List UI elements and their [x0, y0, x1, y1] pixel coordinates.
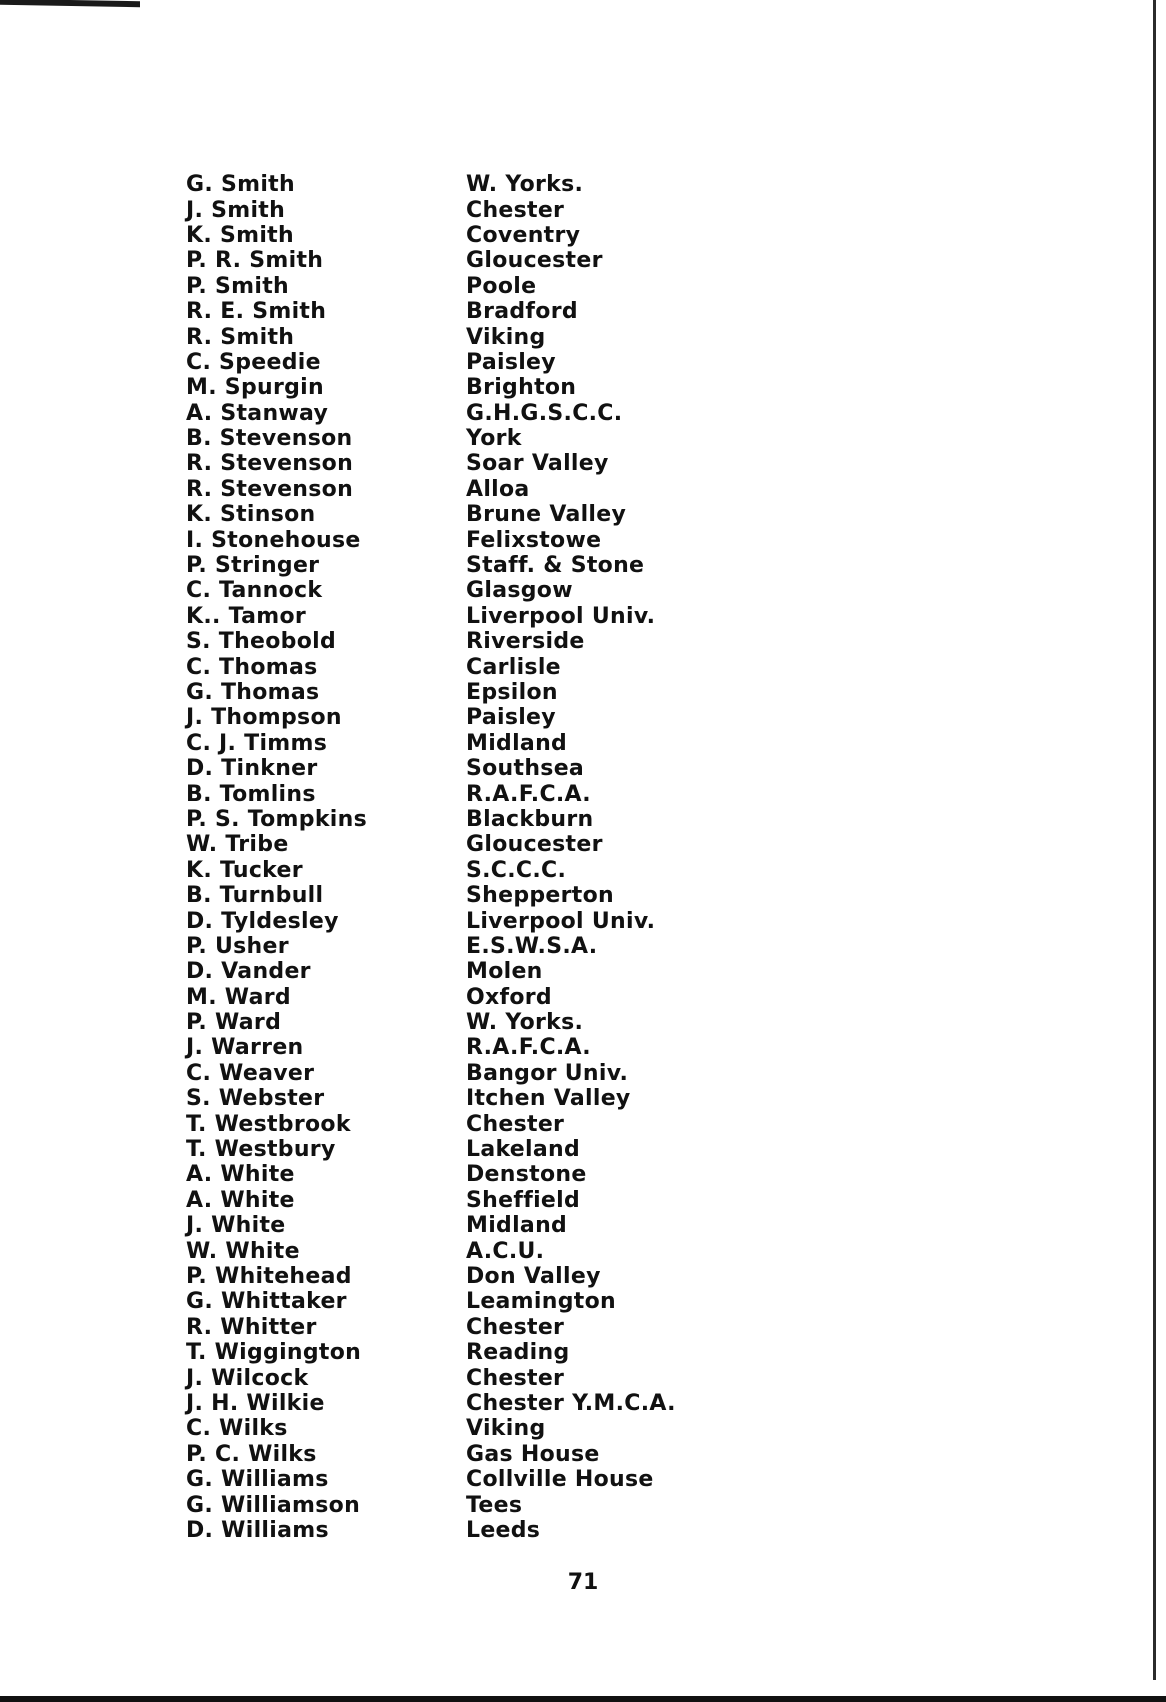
scan-edge-mark: [0, 1696, 1166, 1702]
list-item: [186, 527, 786, 552]
entry-name: W. White: [186, 1238, 300, 1264]
list-item: [186, 1289, 786, 1314]
list-item: [186, 248, 786, 273]
list-item: [186, 578, 786, 603]
entry-club: Sheffield: [466, 1187, 581, 1213]
entry-name: B. Tomlins: [186, 781, 316, 807]
entry-name: J. Wilcock: [186, 1365, 309, 1391]
entry-club: R.A.F.C.A.: [466, 781, 591, 807]
entry-name: J. White: [186, 1213, 286, 1239]
entry-club: Blackburn: [466, 806, 594, 832]
entry-club: Viking: [466, 1416, 546, 1442]
list-item: [186, 1010, 786, 1035]
list-item: [186, 1137, 786, 1162]
list-item: [186, 883, 786, 908]
entry-club: G.H.G.S.C.C.: [466, 400, 623, 426]
entry-name: K. Tucker: [186, 857, 303, 883]
entry-club: York: [466, 426, 522, 452]
entry-name: C. Thomas: [186, 654, 318, 680]
entry-name: P. S. Tompkins: [186, 806, 367, 832]
list-item: [186, 1213, 786, 1238]
entry-club: Paisley: [466, 349, 556, 375]
list-item: [186, 401, 786, 426]
entry-club: Denstone: [466, 1162, 587, 1188]
entry-name: P. Smith: [186, 273, 289, 299]
list-item: [186, 477, 786, 502]
entry-club: Viking: [466, 324, 546, 350]
entry-name: R. Stevenson: [186, 451, 354, 477]
entry-club: Liverpool Univ.: [466, 908, 656, 934]
entry-club: Bangor Univ.: [466, 1060, 629, 1086]
list-item: [186, 654, 786, 679]
entry-name: J. Smith: [186, 197, 286, 223]
entry-club: Felixstowe: [466, 527, 602, 553]
entry-club: Don Valley: [466, 1263, 601, 1289]
list-item: [186, 375, 786, 400]
entry-club: W. Yorks.: [466, 1010, 584, 1036]
list-item: [186, 934, 786, 959]
list-item: [186, 1315, 786, 1340]
entry-name: J. Warren: [186, 1035, 304, 1061]
entry-name: C. J. Timms: [186, 730, 328, 756]
list-item: [186, 1188, 786, 1213]
entry-name: C. Weaver: [186, 1060, 315, 1086]
entry-club: Collville House: [466, 1467, 654, 1493]
list-item: [186, 1340, 786, 1365]
entry-name: G. Williams: [186, 1467, 329, 1493]
entry-club: Chester: [466, 197, 565, 223]
entry-name: G. Smith: [186, 172, 295, 198]
entry-name: R. E. Smith: [186, 299, 327, 325]
entry-name: R. Smith: [186, 324, 295, 350]
scan-edge-mark: [1153, 0, 1156, 1680]
entry-club: Gloucester: [466, 248, 603, 274]
entry-club: Epsilon: [466, 680, 558, 705]
entry-name: G. Thomas: [186, 680, 320, 705]
list-item: [186, 1264, 786, 1289]
list-item: [186, 502, 786, 527]
entry-club: Carlisle: [466, 654, 561, 680]
entry-club: Reading: [466, 1340, 570, 1366]
scan-edge-mark: [0, 0, 140, 7]
entry-name: A. White: [186, 1187, 295, 1213]
list-item: [186, 553, 786, 578]
entry-club: Tees: [466, 1492, 523, 1518]
entry-club: E.S.W.S.A.: [466, 933, 598, 959]
entry-club: Leamington: [466, 1289, 616, 1315]
page-number: 71: [567, 1570, 599, 1595]
entry-club: Chester: [466, 1314, 565, 1340]
entry-club: Chester Y.M.C.A.: [466, 1390, 676, 1416]
entry-name: S. Webster: [186, 1086, 325, 1112]
entry-club: Midland: [466, 730, 568, 756]
list-item: [186, 705, 786, 730]
list-item: [186, 781, 786, 806]
entry-club: Gloucester: [466, 832, 603, 858]
entry-club: Brighton: [466, 375, 577, 401]
list-item: [186, 1035, 786, 1060]
entry-club: Staff. & Stone: [466, 553, 645, 579]
entry-club: Riverside: [466, 629, 585, 655]
entry-name: B. Stevenson: [186, 426, 353, 452]
entry-club: Itchen Valley: [466, 1086, 631, 1112]
list-item: [186, 324, 786, 349]
entry-club: Chester: [466, 1365, 565, 1391]
entry-name: T. Westbrook: [186, 1111, 351, 1137]
entry-name: B. Turnbull: [186, 883, 324, 909]
list-item: [186, 223, 786, 248]
entry-name: C. Tannock: [186, 578, 323, 604]
entry-name: G. Williamson: [186, 1492, 361, 1518]
entry-name: P. Whitehead: [186, 1263, 352, 1289]
entry-club: Bradford: [466, 299, 578, 325]
list-item: [186, 1492, 786, 1517]
list-item: [186, 1467, 786, 1492]
list-item: [186, 731, 786, 756]
entry-name: J. Thompson: [186, 705, 342, 731]
list-item: [186, 959, 786, 984]
entry-club: A.C.U.: [466, 1238, 545, 1264]
entry-name: K.. Tamor: [186, 603, 307, 629]
entry-name: S. Theobold: [186, 629, 337, 655]
list-item: [186, 1518, 786, 1543]
list-item: [186, 197, 786, 222]
entry-name: W. Tribe: [186, 832, 289, 858]
list-item: [186, 274, 786, 299]
list-item: [186, 1416, 786, 1441]
list-item: [186, 1442, 786, 1467]
list-item: [186, 680, 786, 705]
entry-club: W. Yorks.: [466, 172, 584, 198]
entry-name: J. H. Wilkie: [186, 1390, 325, 1416]
entry-name: C. Speedie: [186, 349, 321, 375]
entry-club: Brune Valley: [466, 502, 627, 528]
list-item: [186, 1391, 786, 1416]
entry-club: Soar Valley: [466, 451, 609, 477]
entry-club: Poole: [466, 273, 537, 299]
entry-club: R.A.F.C.A.: [466, 1035, 591, 1061]
entry-club: Gas House: [466, 1441, 600, 1467]
list-item: [186, 832, 786, 857]
entry-club: Chester: [466, 1111, 565, 1137]
entry-name: K. Smith: [186, 222, 294, 248]
entry-club: Southsea: [466, 756, 585, 782]
entry-club: Lakeland: [466, 1137, 581, 1163]
list-item: [186, 426, 786, 451]
entry-club: Shepperton: [466, 883, 614, 909]
list-item: [186, 756, 786, 781]
entry-name: D. Tinkner: [186, 756, 318, 782]
list-item: [186, 807, 786, 832]
entry-club: Paisley: [466, 705, 556, 731]
entry-name: R. Stevenson: [186, 476, 354, 502]
entry-name: K. Stinson: [186, 502, 316, 528]
entry-name: P. Usher: [186, 933, 289, 959]
entry-name: M. Spurgin: [186, 375, 324, 401]
list-item: [186, 1238, 786, 1263]
entry-name: A. White: [186, 1162, 295, 1188]
entry-club: Midland: [466, 1213, 568, 1239]
entry-name: D. Tyldesley: [186, 908, 339, 934]
list-item: [186, 299, 786, 324]
entry-name: T. Wiggington: [186, 1340, 362, 1366]
entry-name: C. Wilks: [186, 1416, 288, 1442]
entry-club: Leeds: [466, 1517, 541, 1543]
list-item: [186, 1365, 786, 1390]
entry-name: D. Vander: [186, 959, 311, 985]
entry-club: Alloa: [466, 476, 530, 502]
name-club-list: [186, 172, 786, 1543]
list-item: [186, 1162, 786, 1187]
list-item: [186, 350, 786, 375]
list-item: [186, 629, 786, 654]
entry-name: R. Whitter: [186, 1314, 317, 1340]
entry-name: P. Stringer: [186, 553, 320, 579]
entry-name: G. Whittaker: [186, 1289, 347, 1315]
entry-club: S.C.C.C.: [466, 857, 567, 883]
entry-club: Molen: [466, 959, 543, 985]
list-item: [186, 172, 786, 197]
list-item: [186, 604, 786, 629]
entry-name: M. Ward: [186, 984, 291, 1010]
list-item: [186, 451, 786, 476]
list-item: [186, 1111, 786, 1136]
entry-name: I. Stonehouse: [186, 527, 361, 553]
entry-name: T. Westbury: [186, 1137, 336, 1163]
list-item: [186, 985, 786, 1010]
list-item: [186, 908, 786, 933]
entry-club: Glasgow: [466, 578, 573, 604]
list-item: [186, 1086, 786, 1111]
list-item: [186, 1061, 786, 1086]
entry-name: P. R. Smith: [186, 248, 324, 274]
list-item: [186, 858, 786, 883]
entry-club: Liverpool Univ.: [466, 603, 656, 629]
entry-name: D. Williams: [186, 1517, 329, 1543]
entry-name: A. Stanway: [186, 400, 329, 426]
entry-club: Coventry: [466, 222, 581, 248]
entry-name: P. C. Wilks: [186, 1441, 317, 1467]
entry-name: P. Ward: [186, 1010, 282, 1036]
entry-club: Oxford: [466, 984, 552, 1010]
